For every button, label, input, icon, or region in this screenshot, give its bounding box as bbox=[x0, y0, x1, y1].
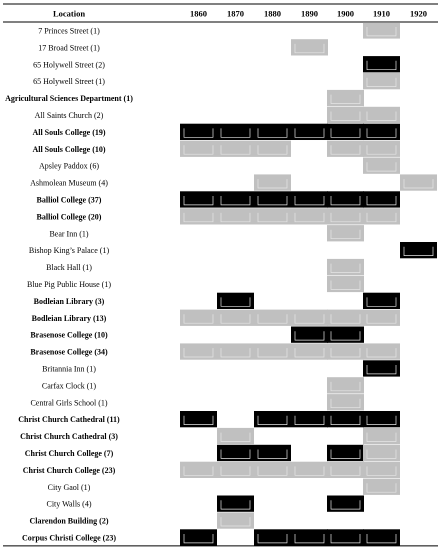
header-decade-1860: 1860 bbox=[190, 8, 207, 19]
row-label: Bishop King’s Palace (1) bbox=[28, 246, 110, 256]
header-decade-1890: 1890 bbox=[301, 8, 318, 19]
row-label: Bear Inn (1) bbox=[49, 229, 89, 239]
header-decade-1880: 1880 bbox=[264, 8, 281, 19]
row-label: Christ Church College (7) bbox=[24, 448, 114, 458]
row-label: 65 Holywell Street (1) bbox=[33, 77, 105, 87]
row-label: Carfax Clock (1) bbox=[41, 381, 97, 391]
header-decade-1910: 1910 bbox=[373, 8, 390, 19]
row-label: Corpus Christi College (23) bbox=[22, 533, 116, 543]
row-label: Christ Church Cathedral (3) bbox=[20, 432, 118, 442]
row-label: Bodleian Library (3) bbox=[33, 296, 105, 306]
row-label: Apsley Paddox (6) bbox=[39, 161, 99, 171]
row-label: Balliol College (37) bbox=[36, 195, 102, 205]
row-label: All Saints Church (2) bbox=[34, 110, 104, 120]
row-label: 65 Holywell Street (2) bbox=[33, 60, 105, 70]
row-label: Clarendon Building (2) bbox=[29, 516, 109, 526]
row-label: Brasenose College (10) bbox=[30, 330, 108, 340]
row-label: Britannia Inn (1) bbox=[42, 364, 96, 374]
row-label: City Walls (4) bbox=[46, 499, 92, 509]
row-label: Brasenose College (34) bbox=[30, 347, 108, 357]
row-label: Central Girls School (1) bbox=[30, 398, 108, 408]
header-decade-1920: 1920 bbox=[410, 8, 427, 19]
row-label: All Souls College (19) bbox=[32, 127, 106, 137]
row-label: Agricultural Sciences Department (1) bbox=[5, 94, 133, 104]
row-label: 7 Princes Street (1) bbox=[38, 26, 100, 36]
row-label: Ashmolean Museum (4) bbox=[30, 178, 108, 188]
row-label: Christ Church Cathedral (11) bbox=[18, 415, 120, 425]
row-label: Balliol College (20) bbox=[36, 212, 102, 222]
row-label: Blue Pig Public House (1) bbox=[27, 279, 111, 289]
header-decade-1900: 1900 bbox=[337, 8, 354, 19]
row-label: City Gaol (1) bbox=[47, 482, 91, 492]
row-label: Bodleian Library (13) bbox=[31, 313, 107, 323]
row-label: Black Hall (1) bbox=[46, 263, 92, 273]
row-label: 17 Broad Street (1) bbox=[38, 43, 100, 53]
header-location-label: Location bbox=[52, 8, 86, 19]
row-label: All Souls College (10) bbox=[32, 144, 106, 154]
row-label: Christ Church College (23) bbox=[22, 465, 116, 475]
header-decade-1870: 1870 bbox=[227, 8, 244, 19]
